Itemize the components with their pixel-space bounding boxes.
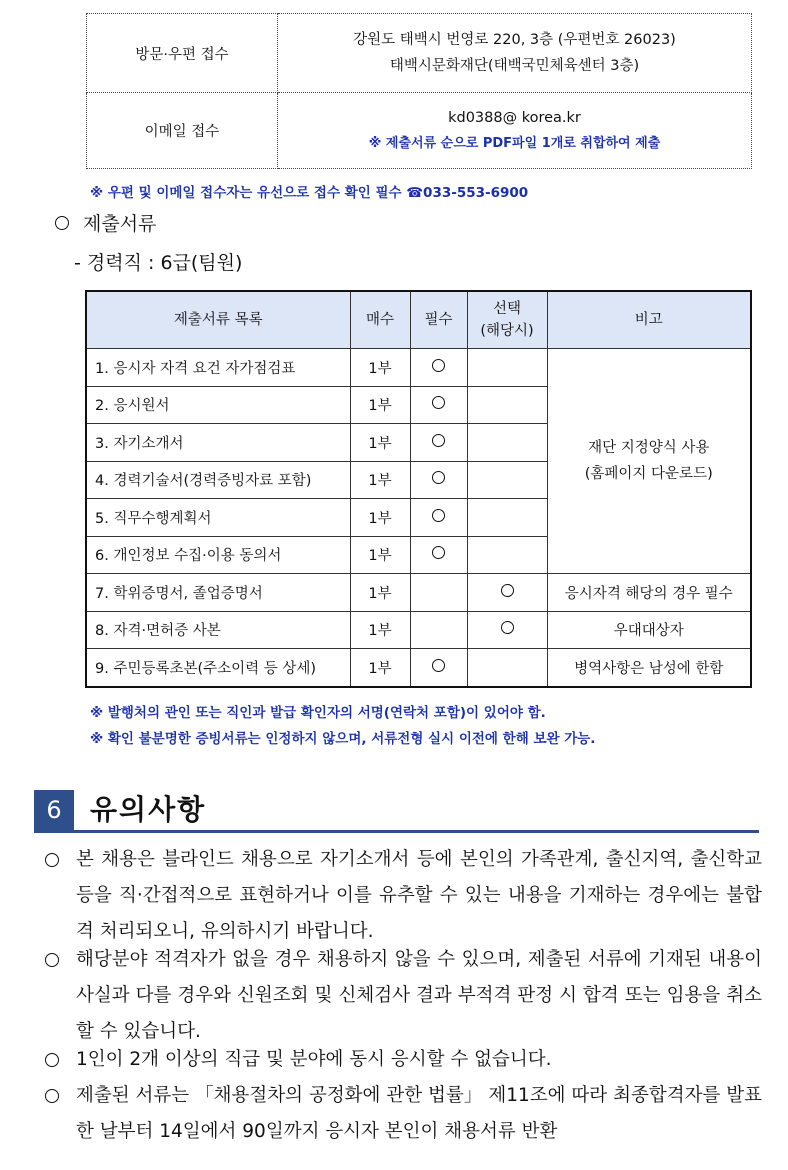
notice-item-4 xyxy=(42,1078,762,1150)
document-name: 9. 주민등록초본(주소이력 등 상세) xyxy=(86,649,350,687)
optional-mark-cell xyxy=(467,574,547,612)
table-row xyxy=(86,611,751,649)
notice-item-2 xyxy=(42,942,762,1050)
header-required: 필수 xyxy=(410,291,467,349)
notice-item-1 xyxy=(42,842,762,950)
optional-mark-cell xyxy=(467,499,547,537)
notice-item-text: 제출된 서류는 「채용절차의 공정화에 관한 법률」 제11조에 따라 최종합격자를 발표한 날부터 14일에서 90일까지 응시자 본인이 채용서류 반환 xyxy=(76,1085,762,1142)
hollow-circle-bullet-icon xyxy=(45,853,59,867)
table-row xyxy=(86,574,751,612)
table-row xyxy=(86,349,751,387)
circle-check-icon xyxy=(432,434,445,447)
documents-subheading: - 경력직 : 6급(팀원) xyxy=(74,252,243,274)
notice-item-text: 1인이 2개 이상의 직급 및 분야에 동시 응시할 수 없습니다. xyxy=(76,1049,552,1070)
section-divider xyxy=(34,830,759,833)
circle-check-icon xyxy=(432,659,445,672)
header-document-list: 제출서류 목록 xyxy=(86,291,350,349)
document-note-1: ※ 발행처의 관인 또는 직인과 발급 확인자의 서명(연락처 포함)이 있어야 함. xyxy=(90,705,546,721)
required-mark-cell xyxy=(410,649,467,687)
section-number-badge: 6 xyxy=(34,790,74,830)
document-name: 7. 학위증명서, 졸업증명서 xyxy=(86,574,350,612)
document-note-2: ※ 확인 불분명한 증빙서류는 인정하지 않으며, 서류전형 실시 이전에 한해 보완 가능. xyxy=(90,731,596,747)
visit-label: 방문·우편 접수 xyxy=(87,14,278,93)
table-header-row xyxy=(86,291,751,349)
required-mark-cell xyxy=(410,349,467,387)
hollow-circle-bullet-icon xyxy=(45,953,59,967)
optional-mark-cell xyxy=(467,386,547,424)
document-count: 1부 xyxy=(350,386,410,424)
circle-check-icon xyxy=(501,621,514,634)
document-name: 1. 응시자 자격 요건 자가점검표 xyxy=(86,349,350,387)
document-count: 1부 xyxy=(350,536,410,574)
document-name: 2. 응시원서 xyxy=(86,386,350,424)
documents-heading xyxy=(55,209,156,236)
section-title: 유의사항 xyxy=(90,793,207,826)
required-documents-table xyxy=(85,290,752,688)
document-name: 6. 개인정보 수집·이용 동의서 xyxy=(86,536,350,574)
optional-mark-cell xyxy=(467,611,547,649)
email-label: 이메일 접수 xyxy=(87,93,278,169)
hollow-circle-bullet-icon xyxy=(45,1089,59,1103)
hollow-circle-bullet-icon xyxy=(45,1053,59,1067)
optional-mark-cell xyxy=(467,536,547,574)
optional-mark-cell xyxy=(467,649,547,687)
document-name: 4. 경력기술서(경력증빙자료 포함) xyxy=(86,461,350,499)
circle-check-icon xyxy=(432,396,445,409)
document-count: 1부 xyxy=(350,349,410,387)
header-count: 매수 xyxy=(350,291,410,349)
notice-item-3 xyxy=(42,1042,762,1078)
notice-item-text: 본 채용은 블라인드 채용으로 자기소개서 등에 본인의 가족관계, 출신지역, 출신학교 등을 직·간접적으로 표현하거나 이를 유추할 수 있는 내용을 기재하는 경우에는 불합격 처리되오니, 유의하시기 바랍니다. xyxy=(76,849,762,942)
document-count: 1부 xyxy=(350,424,410,462)
document-name: 3. 자기소개서 xyxy=(86,424,350,462)
visit-address xyxy=(278,14,752,93)
visit-address-line2: 태백시문화재단(태백국민체육센터 3층) xyxy=(389,58,640,74)
document-count: 1부 xyxy=(350,499,410,537)
circle-check-icon xyxy=(432,546,445,559)
circle-check-icon xyxy=(432,471,445,484)
merged-remark xyxy=(547,349,751,574)
document-name: 5. 직무수행계획서 xyxy=(86,499,350,537)
document-count: 1부 xyxy=(350,611,410,649)
circle-check-icon xyxy=(432,359,445,372)
required-mark-cell xyxy=(410,574,467,612)
merged-remark-line1: 재단 지정양식 사용 xyxy=(588,440,710,456)
required-mark-cell xyxy=(410,461,467,499)
email-address[interactable]: kd0388@ korea.kr xyxy=(448,109,581,126)
document-remark: 우대대상자 xyxy=(547,611,751,649)
visit-address-line1: 강원도 태백시 번영로 220, 3층 (우편번호 26023) xyxy=(353,32,676,48)
required-mark-cell xyxy=(410,536,467,574)
header-remark: 비고 xyxy=(547,291,751,349)
required-mark-cell xyxy=(410,386,467,424)
required-mark-cell xyxy=(410,424,467,462)
email-note: ※ 제출서류 순으로 PDF파일 1개로 취합하여 제출 xyxy=(368,135,661,151)
document-name: 8. 자격·면허증 사본 xyxy=(86,611,350,649)
document-count: 1부 xyxy=(350,649,410,687)
documents-heading-text: 제출서류 xyxy=(83,213,157,235)
circle-check-icon xyxy=(501,584,514,597)
document-count: 1부 xyxy=(350,461,410,499)
email-info xyxy=(278,93,752,169)
header-optional xyxy=(467,291,547,349)
header-optional-line1: 선택 xyxy=(492,301,521,317)
table-row xyxy=(86,649,751,687)
circle-check-icon xyxy=(432,509,445,522)
optional-mark-cell xyxy=(467,349,547,387)
header-optional-line2: (해당시) xyxy=(480,323,534,339)
phone-confirm-note: ※ 우편 및 이메일 접수자는 유선으로 접수 확인 필수 ☎033-553-6900 xyxy=(90,185,529,201)
notice-item-text: 해당분야 적격자가 없을 경우 채용하지 않을 수 있으며, 제출된 서류에 기재된 내용이 사실과 다를 경우와 신원조회 및 신체검사 결과 부적격 판정 시 합격 또는 임용을 취소할 수 있습니다. xyxy=(76,949,762,1042)
hollow-circle-bullet-icon xyxy=(55,216,69,230)
merged-remark-line2: (홈페이지 다운로드) xyxy=(584,466,713,482)
required-mark-cell xyxy=(410,611,467,649)
optional-mark-cell xyxy=(467,424,547,462)
document-remark: 병역사항은 남성에 한함 xyxy=(547,649,751,687)
document-remark: 응시자격 해당의 경우 필수 xyxy=(547,574,751,612)
document-count: 1부 xyxy=(350,574,410,612)
required-mark-cell xyxy=(410,499,467,537)
optional-mark-cell xyxy=(467,461,547,499)
submission-contact-table xyxy=(86,13,752,169)
